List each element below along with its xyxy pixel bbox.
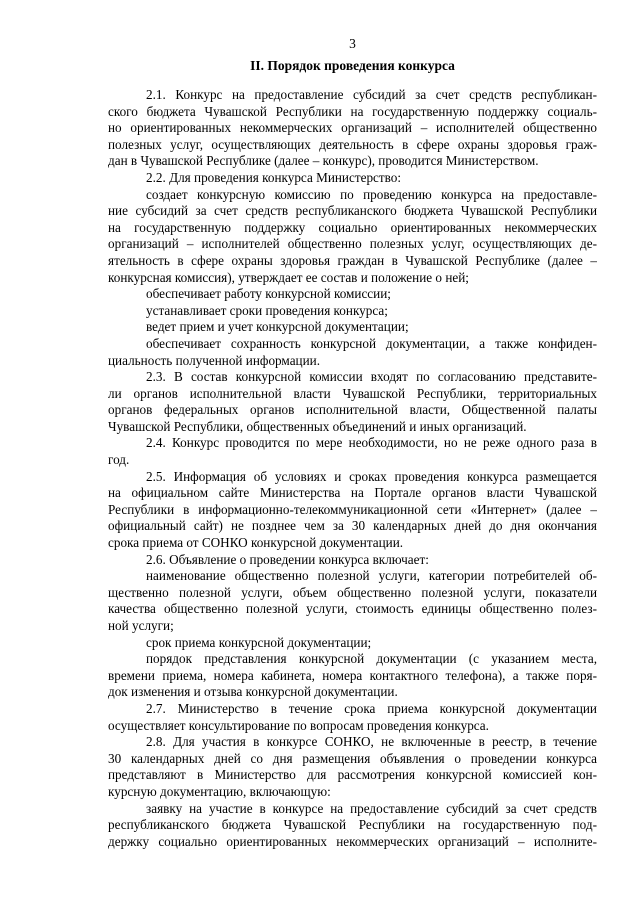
text-line: 2.6. Объявление о проведении конкурса включает: bbox=[146, 551, 429, 567]
text-line: дан в Чувашской Республике (далее – конкурс), проводится Министерством. bbox=[108, 153, 539, 169]
text-line: 2.3. В состав конкурсной комиссии входят по согласованию представите- bbox=[146, 369, 597, 385]
text-line: органов федеральных органов исполнительной власти, Общественной палаты bbox=[108, 402, 597, 418]
text-line: ятельность в сфере охраны здоровья граждан в Чувашской Республике (далее – bbox=[108, 252, 597, 268]
text-line: 30 календарных дней со дня размещения объявления о проведении конкурса bbox=[108, 750, 597, 766]
text-line: полезных услуг, осуществляющих деятельность в сфере охраны здоровья граж- bbox=[108, 136, 597, 152]
text-line: 2.7. Министерство в течение срока приема конкурсной документации bbox=[146, 700, 597, 716]
text-line: создает конкурсную комиссию по проведению конкурса на предоставле- bbox=[146, 186, 597, 202]
text-line: организаций – исполнителей общественно полезных услуг, осуществляющих де- bbox=[108, 236, 597, 252]
body-text bbox=[108, 87, 597, 850]
text-line: но ориентированных некоммерческих организаций – исполнителей общественно bbox=[108, 120, 597, 136]
text-line: качества общественно полезной услуги, стоимость единицы общественно полез- bbox=[108, 601, 597, 617]
text-line: ского бюджета Чувашской Республики на государственную поддержку социаль- bbox=[108, 103, 597, 119]
text-line: 2.2. Для проведения конкурса Министерство: bbox=[146, 169, 402, 185]
text-line: устанавливает сроки проведения конкурса; bbox=[146, 302, 388, 318]
text-line: обеспечивает сохранность конкурсной документации, а также конфиден- bbox=[146, 335, 597, 351]
page-number: 3 bbox=[349, 36, 356, 51]
text-line: ведет прием и учет конкурсной документации; bbox=[146, 319, 409, 335]
text-line: Республики в информационно-телекоммуникационной сети «Интернет» (далее – bbox=[108, 501, 597, 517]
text-line: 2.5. Информация об условиях и сроках проведения конкурса размещается bbox=[146, 468, 597, 484]
text-line: порядок представления конкурсной документации (с указанием места, bbox=[146, 651, 597, 667]
text-line: ние субсидий за счет средств республиканского бюджета Чувашской Республики bbox=[108, 203, 597, 219]
text-line: ли органов исполнительной власти Чувашской Республики, территориальных bbox=[108, 385, 597, 401]
text-line: год. bbox=[108, 452, 130, 468]
text-line: щественно полезной услуги, объем общественно полезной услуги, показатели bbox=[108, 584, 597, 600]
text-line: на государственную поддержку социально ориентированных некоммерческих bbox=[108, 219, 597, 235]
text-line: ной услуги; bbox=[108, 618, 174, 633]
text-line: срока приема от СОНКО конкурсной документации. bbox=[108, 535, 404, 551]
text-line: республиканского бюджета Чувашской Республики на государственную под- bbox=[108, 817, 597, 833]
text-line: официальный сайт) не позднее чем за 30 календарных дней до дня окончания bbox=[108, 518, 597, 534]
text-line: док изменения и отзыва конкурсной документации. bbox=[108, 684, 398, 700]
section-title: II. Порядок проведения конкурса bbox=[250, 58, 455, 73]
text-line: обеспечивает работу конкурсной комиссии; bbox=[146, 286, 391, 302]
text-line: 2.1. Конкурс на предоставление субсидий за счет средств республикан- bbox=[146, 87, 597, 102]
text-line: держку социально ориентированных некоммерческих организаций – исполните- bbox=[108, 833, 597, 849]
text-line: 2.4. Конкурс проводится по мере необходимости, но не реже одного раза в bbox=[146, 435, 597, 451]
text-line: курсную документацию, включающую: bbox=[108, 783, 331, 799]
text-line: времени приема, номера кабинета, номера контактного телефона), а также поря- bbox=[108, 667, 597, 683]
text-line: 2.8. Для участия в конкурсе СОНКО, не включенные в реестр, в течение bbox=[146, 734, 597, 750]
text-line: циальность полученной информации. bbox=[108, 352, 321, 368]
text-line: заявку на участие в конкурсе на предоставление субсидий за счет средств bbox=[146, 800, 597, 816]
text-line: наименование общественно полезной услуги, категории потребителей об- bbox=[146, 568, 597, 584]
text-line: Чувашской Республики, общественных объединений и иных организаций. bbox=[108, 418, 527, 434]
text-line: конкурсная комиссия), утверждает ее состав и положение о ней; bbox=[108, 269, 469, 285]
text-line: срок приема конкурсной документации; bbox=[146, 634, 372, 650]
text-line: представляют в Министерство для рассмотрения конкурсной комиссией кон- bbox=[108, 767, 597, 783]
text-line: на официальном сайте Министерства на Портале органов власти Чувашской bbox=[108, 485, 597, 501]
text-line: осуществляет консультирование по вопросам проведения конкурса. bbox=[108, 717, 489, 733]
